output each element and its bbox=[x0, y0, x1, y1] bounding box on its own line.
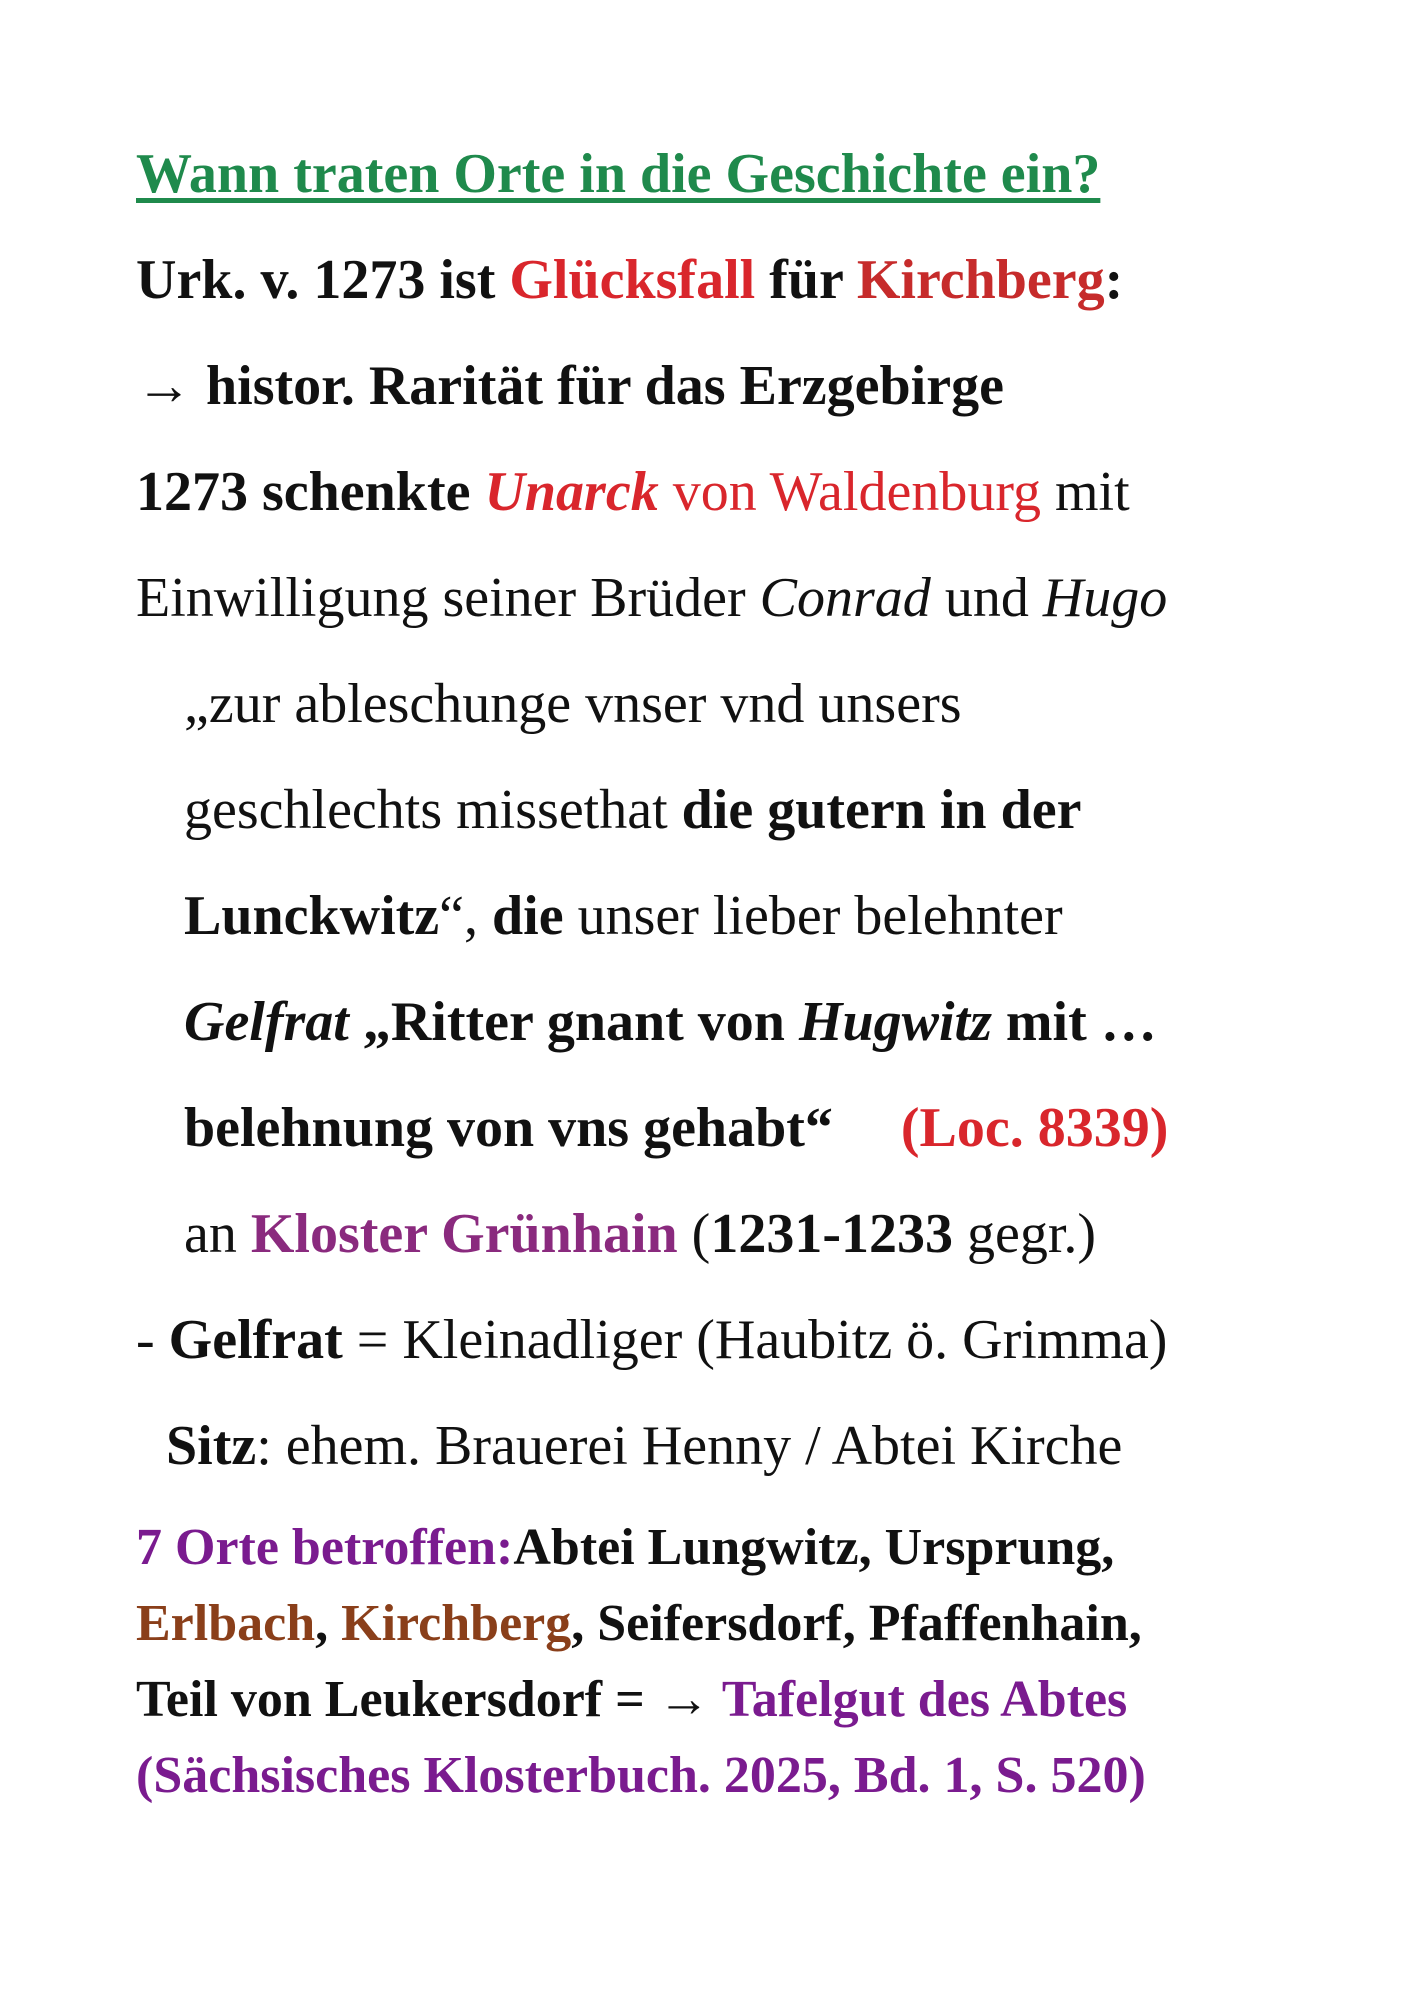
line-urkunde bbox=[136, 249, 1124, 311]
text: - bbox=[136, 1309, 169, 1371]
quote-line-1: „zur ableschunge vnser vnd unsers bbox=[184, 673, 962, 735]
tafelgut: Tafelgut des Abtes bbox=[721, 1671, 1128, 1728]
citation: (Sächsisches Klosterbuch. 2025, Bd. 1, S. 520) bbox=[136, 1747, 1146, 1804]
highlight-gluecksfall: Glücksfall bbox=[509, 249, 756, 311]
text: an bbox=[184, 1203, 251, 1265]
text: für bbox=[755, 249, 857, 311]
text: Abtei Lungwitz, Ursprung, bbox=[513, 1519, 1115, 1576]
text: und bbox=[930, 567, 1043, 629]
name-hugo: Hugo bbox=[1042, 567, 1168, 629]
name-unarck: Unarck bbox=[484, 461, 659, 523]
text: belehnung von vns gehabt“ bbox=[184, 1097, 833, 1159]
quote-line-2 bbox=[184, 779, 1082, 841]
name-conrad: Conrad bbox=[759, 567, 931, 629]
highlight-kirchberg: Kirchberg bbox=[856, 249, 1105, 311]
place-kirchberg: Kirchberg bbox=[341, 1595, 572, 1652]
text: , bbox=[315, 1595, 342, 1652]
line-orte-3 bbox=[136, 1671, 1128, 1728]
line-schenkung bbox=[136, 461, 1130, 523]
quote-line-3 bbox=[184, 885, 1063, 947]
place-erlbach: Erlbach bbox=[136, 1595, 316, 1652]
name-gelfrat: Gelfrat bbox=[168, 1309, 343, 1371]
text: „Ritter gnant von bbox=[348, 991, 799, 1053]
text: 1273 schenkte bbox=[136, 461, 485, 523]
kloster-gruenhain: Kloster Grünhain bbox=[250, 1203, 678, 1265]
source-reference: (Loc. 8339) bbox=[900, 1097, 1169, 1159]
text: : bbox=[1104, 249, 1124, 311]
text: unser lieber belehnter bbox=[563, 885, 1063, 947]
page-title: Wann traten Orte in die Geschichte ein? bbox=[136, 143, 1101, 205]
place-lunckwitz: Lunckwitz bbox=[184, 885, 440, 947]
text: Einwilligung seiner Brüder bbox=[136, 567, 760, 629]
text: = Kleinadliger (Haubitz ö. Grimma) bbox=[342, 1309, 1168, 1371]
line-orte-2 bbox=[136, 1595, 1142, 1652]
text: , Seifersdorf, Pfaffenhain, bbox=[571, 1595, 1142, 1652]
line-raritaet: → histor. Rarität für das Erzgebirge bbox=[136, 355, 1004, 417]
text: mit … bbox=[991, 991, 1157, 1053]
text: mit bbox=[1040, 461, 1130, 523]
text: ( bbox=[677, 1203, 711, 1265]
line-kloster bbox=[184, 1203, 1097, 1265]
line-sitz bbox=[166, 1415, 1123, 1477]
quote-line-4 bbox=[184, 991, 1157, 1053]
name-gelfrat: Gelfrat bbox=[184, 991, 349, 1053]
text-bold: die gutern in der bbox=[681, 779, 1082, 841]
text-bold: die bbox=[492, 885, 564, 947]
name-hugwitz: Hugwitz bbox=[798, 991, 992, 1053]
label-sitz: Sitz bbox=[166, 1415, 257, 1477]
text: gegr.) bbox=[952, 1203, 1097, 1265]
line-orte bbox=[136, 1519, 1115, 1576]
quote-line-5 bbox=[184, 1097, 1169, 1159]
orte-heading: 7 Orte betroffen: bbox=[136, 1519, 514, 1576]
text: geschlechts missethat bbox=[184, 779, 682, 841]
name-waldenburg: von Waldenburg bbox=[658, 461, 1041, 523]
line-einwilligung bbox=[136, 567, 1168, 629]
text: : ehem. Brauerei Henny / Abtei Kirche bbox=[256, 1415, 1123, 1477]
line-gelfrat-note bbox=[136, 1309, 1168, 1371]
text: Urk. v. 1273 ist bbox=[136, 249, 510, 311]
text: “, bbox=[439, 885, 493, 947]
date-range: 1231-1233 bbox=[710, 1203, 953, 1265]
text: Teil von Leukersdorf = → bbox=[136, 1671, 722, 1728]
